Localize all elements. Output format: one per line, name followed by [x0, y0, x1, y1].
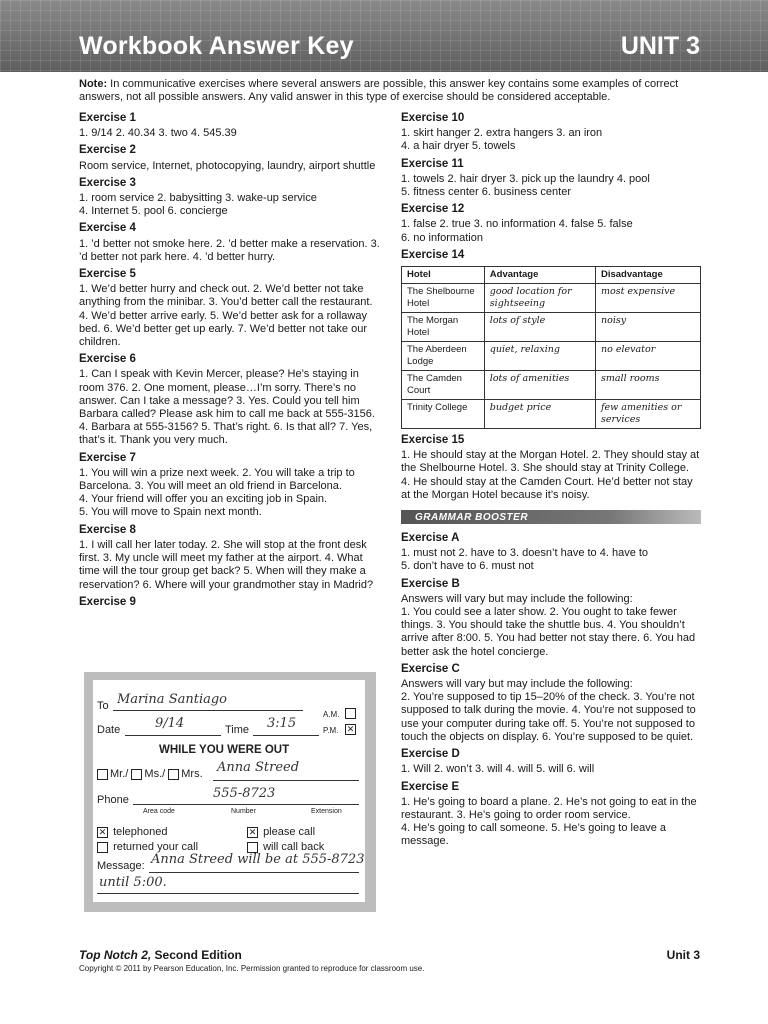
- page-header: [0, 0, 768, 72]
- table-cell: small rooms: [595, 371, 700, 400]
- exercise-title: Exercise 1: [79, 112, 136, 124]
- right-column: [401, 112, 701, 853]
- memo-line: [213, 780, 359, 781]
- exercise-answers: Room service, Internet, photocopying, laundry, airport shuttle: [79, 159, 376, 172]
- note-label: Note:: [79, 78, 108, 90]
- table-row: [402, 313, 701, 342]
- exercise-title: Exercise 4: [79, 222, 136, 235]
- exercise-15: [401, 434, 701, 502]
- footer-copyright: Copyright © 2011 by Pearson Education, Inc. Permission granted to reproduce for classroom use.: [79, 964, 425, 973]
- exercise-title: Exercise E: [401, 780, 460, 793]
- exercise-block: [79, 222, 381, 264]
- exercise-title: Exercise A: [401, 532, 460, 545]
- memo-heading: WHILE YOU WERE OUT: [159, 744, 290, 756]
- table-header-cell: Disadvantage: [595, 267, 700, 284]
- exercise-block: [79, 524, 381, 592]
- exercise-block: [401, 203, 701, 245]
- telephoned-label: telephoned: [113, 826, 168, 838]
- table-cell: most expensive: [595, 284, 700, 313]
- unit-label: UNIT 3: [620, 32, 700, 60]
- table-row: [402, 371, 701, 400]
- table-cell: no elevator: [595, 342, 700, 371]
- page-title: Workbook Answer Key: [79, 32, 354, 60]
- am-checkbox: [345, 708, 356, 719]
- table-cell: quiet, relaxing: [484, 342, 595, 371]
- exercise-block: [79, 353, 381, 447]
- grammar-booster-banner: [401, 510, 701, 524]
- hotel-table: [401, 266, 701, 429]
- exercise-title: Exercise 2: [79, 144, 136, 157]
- exercise-answers: 1. He’s going to board a plane. 2. He’s not going to eat in the restaurant. 3. He’s going to order room service. 4. He’s going to call someone. 5. He’s going to leave a message.: [401, 795, 697, 848]
- exercise-block: [79, 268, 381, 349]
- memo-phone-value: 555-8723: [213, 786, 276, 801]
- table-cell: noisy: [595, 313, 700, 342]
- exercise-title: Exercise 12: [401, 203, 465, 216]
- memo-date-label: Date: [97, 724, 121, 736]
- exercise-block: [401, 112, 701, 154]
- table-cell: The Camden Court: [402, 371, 485, 400]
- exercise-block: [79, 596, 381, 609]
- memo-line: [253, 735, 319, 736]
- exercise-title: Exercise 7: [79, 451, 136, 464]
- exercise-answers: Answers will vary but may include the following: 1. You could see a later show. 2. You ought to take fewer things. 3. You should take the shuttle bus. 4. You shouldn’t arrive after 8:00. 5. You had better not stay there. 6. You had better ask the hotel concierge.: [401, 592, 696, 658]
- memo-line: [125, 735, 221, 736]
- exercise-title: Exercise B: [401, 577, 460, 590]
- memo-pm-label: P.M.: [323, 726, 339, 735]
- memo-line: [149, 872, 359, 873]
- table-cell: lots of style: [484, 313, 595, 342]
- exercise-answers: 1. Can I speak with Kevin Mercer, please? He’s staying in room 376. 2. One moment, please…I’m sorry. There’s no answer. Can I take a message? 3. Yes. Could you tell him Barbara called? Please ask him to call me back at 555-3156. 4. Barbara at 555-3156? 5. That’s right. 6. Is that all? 7. Yes, that’s it. Thank you very much.: [79, 368, 375, 447]
- memo-message-label: Message:: [97, 860, 145, 872]
- exercise-answers: 1. ’d better not smoke here. 2. ’d better make a reservation. 3. ’d better not park here. 4. ’d better hurry.: [79, 237, 380, 263]
- please-call-label: please call: [263, 826, 316, 838]
- table-cell: good location for sightseeing: [484, 284, 595, 313]
- table-cell: The Shelbourne Hotel: [402, 284, 485, 313]
- memo-message-value-2: until 5:00.: [99, 875, 167, 890]
- exercise-title: Exercise 11: [401, 157, 464, 170]
- table-cell: The Morgan Hotel: [402, 313, 485, 342]
- exercise-title: Exercise 9: [79, 595, 136, 608]
- memo-salutations: [97, 768, 203, 780]
- exercise-answers: 1. We’d better hurry and check out. 2. We’d better not take anything from the minibar. 3. You’d better call the restaurant. 4. We’d better arrive early. 5. We’d better ask for a rollaway bed. 6. We’d better get up early. 7. We’d better not take our children.: [79, 283, 373, 349]
- memo-time-label: Time: [225, 724, 250, 736]
- please-call-checkbox-checked: ✕: [248, 826, 257, 837]
- memo-ms: Ms./: [144, 768, 166, 780]
- exercise-block: [401, 158, 701, 200]
- exercise-answers: 1. 9/14 2. 40.34 3. two 4. 545.39: [79, 127, 237, 140]
- will-call-label: will call back: [263, 841, 325, 853]
- exercise-answers: 1. You will win a prize next week. 2. You will take a trip to Barcelona. 3. You will meet an old friend in Barcelona. 4. Your friend will offer you an exciting job in Spain. 5. You will move to Spain next month.: [79, 466, 355, 519]
- grammar-booster-label: GRAMMAR BOOSTER: [415, 512, 529, 524]
- memo-to-value: Marina Santiago: [117, 692, 227, 707]
- table-header-cell: Hotel: [402, 267, 485, 284]
- exercise-answers: 1. false 2. true 3. no information 4. false 5. false 6. no information: [401, 218, 633, 244]
- telephoned-checkbox-checked: ✕: [98, 826, 107, 837]
- exercise-answers: 1. I will call her later today. 2. She will stop at the front desk first. 3. My uncle will meet my father at the airport. 4. What time will the tour group get back? 5. When will they make a reservation? 6. Where will your grandmother stay in Madrid?: [79, 538, 374, 591]
- exercise-block: [79, 452, 381, 520]
- exercise-answers: 1. towels 2. hair dryer 3. pick up the laundry 4. pool 5. fitness center 6. business center: [401, 172, 650, 199]
- returned-label: returned your call: [113, 841, 199, 853]
- memo-am-label: A.M.: [323, 710, 340, 719]
- phone-message-memo: [84, 672, 376, 912]
- exercise-title: Exercise 14: [401, 248, 465, 261]
- table-cell: few amenities or services: [595, 400, 700, 429]
- returned-checkbox: [97, 842, 108, 853]
- exercise-title: Exercise 8: [79, 523, 136, 536]
- memo-mr: Mr./: [110, 768, 129, 780]
- table-cell: The Aberdeen Lodge: [402, 342, 485, 371]
- exercise-title: Exercise 15: [401, 434, 465, 447]
- memo-to-label: To: [97, 700, 109, 712]
- exercise-title: Exercise 5: [79, 268, 136, 281]
- memo-message-value: Anna Streed will be at 555-8723: [151, 852, 365, 867]
- memo-line: [133, 804, 359, 805]
- footer-book: Top Notch 2,: [79, 948, 152, 962]
- exercise-block: [401, 532, 701, 574]
- exercise-block: [401, 578, 701, 659]
- memo-name-value: Anna Streed: [217, 760, 300, 775]
- will-call-checkbox: [247, 842, 258, 853]
- memo-line: [97, 893, 359, 894]
- memo-please-call: [247, 826, 315, 838]
- memo-line: [113, 710, 303, 711]
- note: [79, 78, 694, 104]
- exercise-title: Exercise D: [401, 748, 460, 761]
- footer: [79, 948, 424, 973]
- memo-telephoned: [97, 826, 168, 838]
- exercise-answers: 1. skirt hanger 2. extra hangers 3. an iron 4. a hair dryer 5. towels: [401, 127, 603, 153]
- footer-edition: Second Edition: [151, 948, 242, 962]
- table-cell: budget price: [484, 400, 595, 429]
- exercise-block: [401, 249, 701, 262]
- exercise-title: Exercise C: [401, 662, 460, 675]
- exercise-title: Exercise 6: [79, 353, 136, 366]
- exercise-answers: 1. must not 2. have to 3. doesn’t have to 4. have to 5. don’t have to 6. must not: [401, 547, 649, 573]
- exercise-title: Exercise 10: [401, 112, 465, 124]
- ms-checkbox: [131, 769, 142, 780]
- exercise-block: [79, 144, 381, 172]
- memo-phone-label: Phone: [97, 794, 129, 806]
- exercise-block: [401, 781, 701, 849]
- footer-title: [79, 948, 424, 962]
- exercise-answers: 1. Will 2. won’t 3. will 4. will 5. will 6. will: [401, 763, 595, 776]
- exercise-title: Exercise 3: [79, 176, 136, 189]
- note-text: In communicative exercises where several answers are possible, this answer key contains some examples of correct answers, not all possible answers. Any valid answer in this type of exercise should be considered acceptable.: [79, 78, 679, 103]
- mr-checkbox: [97, 769, 108, 780]
- table-row: [402, 342, 701, 371]
- memo-mrs: Mrs.: [181, 768, 203, 780]
- memo-date-value: 9/14: [155, 716, 185, 731]
- exercise-answers: 1. room service 2. babysitting 3. wake-up service 4. Internet 5. pool 6. concierge: [79, 192, 317, 218]
- exercise-block: [401, 663, 701, 744]
- memo-number: Number: [231, 808, 256, 815]
- footer-unit: Unit 3: [666, 948, 700, 962]
- memo-area-code: Area code: [143, 808, 175, 815]
- pm-checkbox-checked: ✕: [346, 724, 355, 734]
- left-column: [79, 112, 381, 613]
- mrs-checkbox: [168, 769, 179, 780]
- table-cell: Trinity College: [402, 400, 485, 429]
- memo-time-value: 3:15: [267, 716, 297, 731]
- table-row: [402, 284, 701, 313]
- exercise-answers: Answers will vary but may include the following: 2. You’re supposed to tip 15–20% of the check. 3. You’re not supposed to talk during the movie. 4. You’re not supposed to use your computer during take off. 5. You’re not supposed to touch the objects on display. 6. You’re supposed to be quiet.: [401, 678, 696, 743]
- memo-extension: Extension: [311, 808, 342, 815]
- table-row: [402, 400, 701, 429]
- table-header-cell: Advantage: [484, 267, 595, 284]
- exercise-block: [79, 177, 381, 219]
- exercise-block: [401, 748, 701, 776]
- memo-paper: [93, 680, 365, 902]
- exercise-block: [79, 112, 381, 140]
- table-cell: lots of amenities: [484, 371, 595, 400]
- exercise-answers: 1. He should stay at the Morgan Hotel. 2. They should stay at the Shelbourne Hotel. 3. She should stay at Trinity College. 4. He should stay at the Camden Court. He’d better not stay at the Morgan Hotel because it’s noisy.: [401, 449, 700, 501]
